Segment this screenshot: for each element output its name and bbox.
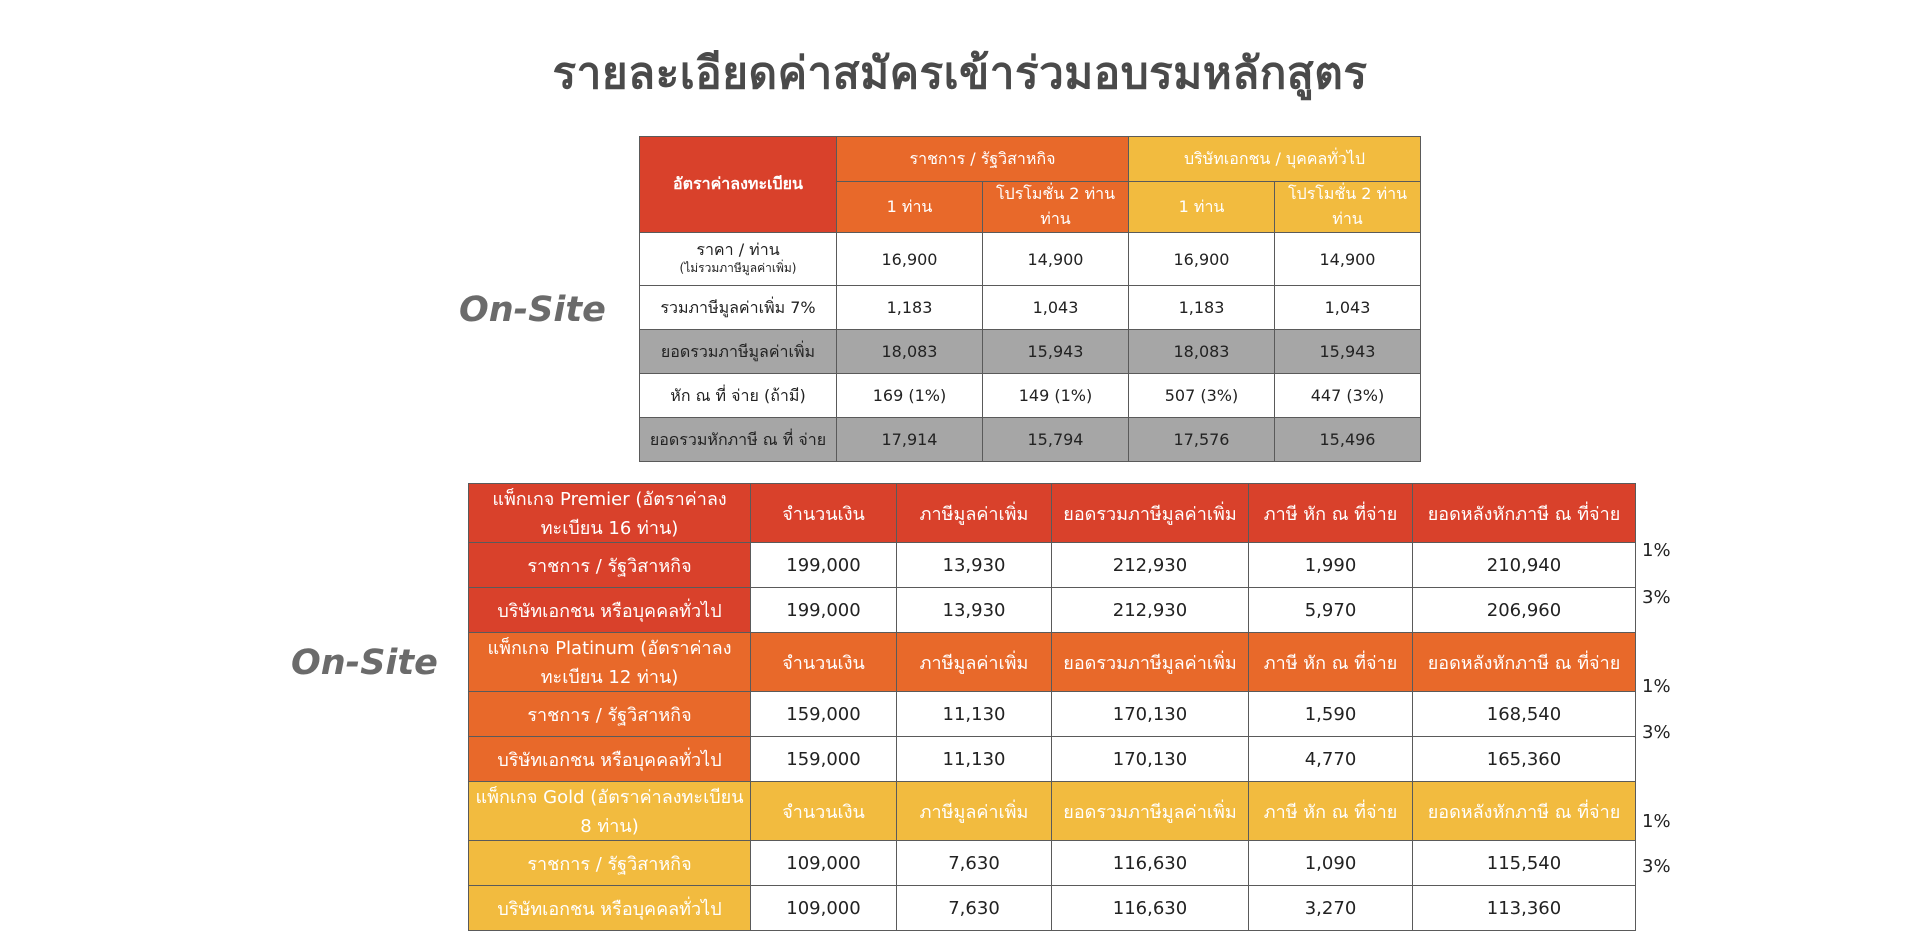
tax-percent-note: 1% (1642, 540, 1671, 561)
table-cell: 1,990 (1249, 543, 1413, 588)
table-cell: 14,900 (1275, 233, 1421, 286)
column-header: ภาษี หัก ณ ที่จ่าย (1249, 782, 1413, 841)
table-cell: 7,630 (897, 841, 1052, 886)
table-cell: 210,940 (1413, 543, 1636, 588)
column-header: จำนวนเงิน (751, 633, 897, 692)
tax-percent-note: 1% (1642, 676, 1671, 697)
table-cell: 149 (1%) (983, 374, 1129, 418)
table-cell: 1,043 (983, 286, 1129, 330)
row-label (640, 233, 837, 286)
table-cell: 5,970 (1249, 588, 1413, 633)
column-header: ยอดรวมภาษีมูลค่าเพิ่ม (1052, 782, 1249, 841)
row-label-line2: (ไม่รวมภาษีมูลค่าเพิ่ม) (679, 261, 797, 275)
table-cell: 507 (3%) (1129, 374, 1275, 418)
table-cell: 116,630 (1052, 841, 1249, 886)
group-header-private: บริษัทเอกชน / บุคคลทั่วไป (1129, 137, 1421, 182)
row-label: ยอดรวมหักภาษี ณ ที่ จ่าย (640, 418, 837, 462)
table-cell: 16,900 (1129, 233, 1275, 286)
row-label: บริษัทเอกชน หรือบุคคลทั่วไป (469, 737, 751, 782)
table-cell: 116,630 (1052, 886, 1249, 931)
package-rate-table (468, 483, 1636, 931)
tax-percent-note: 3% (1642, 722, 1671, 743)
table-cell: 1,183 (837, 286, 983, 330)
sub-header-gov-single: 1 ท่าน (837, 182, 983, 233)
tax-percent-note: 1% (1642, 811, 1671, 832)
table-cell: 4,770 (1249, 737, 1413, 782)
table-cell: 7,630 (897, 886, 1052, 931)
table-cell: 109,000 (751, 886, 897, 931)
table-cell: 159,000 (751, 692, 897, 737)
package-header-gold (469, 782, 1636, 841)
table-cell: 1,183 (1129, 286, 1275, 330)
column-header: ภาษี หัก ณ ที่จ่าย (1249, 484, 1413, 543)
onsite-label-bottom: On-Site (291, 643, 438, 683)
column-header: ยอดหลังหักภาษี ณ ที่จ่าย (1413, 782, 1636, 841)
package-header-platinum (469, 633, 1636, 692)
table-cell: 1,090 (1249, 841, 1413, 886)
table-cell: 11,130 (897, 737, 1052, 782)
row-label: ยอดรวมภาษีมูลค่าเพิ่ม (640, 330, 837, 374)
table-cell: 159,000 (751, 737, 897, 782)
package-header-premier (469, 484, 1636, 543)
rate-corner-header: อัตราค่าลงทะเบียน (640, 137, 837, 233)
column-header: ยอดรวมภาษีมูลค่าเพิ่ม (1052, 633, 1249, 692)
table-cell: 15,943 (983, 330, 1129, 374)
table-cell: 170,130 (1052, 692, 1249, 737)
column-header: ภาษี หัก ณ ที่จ่าย (1249, 633, 1413, 692)
table-cell: 199,000 (751, 543, 897, 588)
table-row (469, 692, 1636, 737)
row-label: หัก ณ ที่ จ่าย (ถ้ามี) (640, 374, 837, 418)
table-cell: 165,360 (1413, 737, 1636, 782)
table-cell: 18,083 (837, 330, 983, 374)
table-row (640, 418, 1421, 462)
table-cell: 14,900 (983, 233, 1129, 286)
table-cell: 18,083 (1129, 330, 1275, 374)
table-cell: 13,930 (897, 588, 1052, 633)
table-row (640, 286, 1421, 330)
table-cell: 11,130 (897, 692, 1052, 737)
table-cell: 109,000 (751, 841, 897, 886)
table-row (640, 374, 1421, 418)
table-cell: 16,900 (837, 233, 983, 286)
tax-percent-note: 3% (1642, 856, 1671, 877)
table-cell: 17,914 (837, 418, 983, 462)
table-row (640, 233, 1421, 286)
table-cell: 212,930 (1052, 588, 1249, 633)
row-label: บริษัทเอกชน หรือบุคคลทั่วไป (469, 588, 751, 633)
row-label-line1: ราคา / ท่าน (696, 240, 780, 259)
table-cell: 15,496 (1275, 418, 1421, 462)
table-cell: 170,130 (1052, 737, 1249, 782)
column-header: ยอดหลังหักภาษี ณ ที่จ่าย (1413, 633, 1636, 692)
column-header: ภาษีมูลค่าเพิ่ม (897, 484, 1052, 543)
table-cell: 206,960 (1413, 588, 1636, 633)
row-label: รวมภาษีมูลค่าเพิ่ม 7% (640, 286, 837, 330)
table-cell: 115,540 (1413, 841, 1636, 886)
table-cell: 169 (1%) (837, 374, 983, 418)
row-label: บริษัทเอกชน หรือบุคคลทั่วไป (469, 886, 751, 931)
table-cell: 15,943 (1275, 330, 1421, 374)
table-cell: 17,576 (1129, 418, 1275, 462)
table-row (469, 737, 1636, 782)
per-person-rate-table (639, 136, 1421, 462)
column-header: ภาษีมูลค่าเพิ่ม (897, 782, 1052, 841)
package-name: แพ็กเกจ Gold (อัตราค่าลงทะเบียน 8 ท่าน) (469, 782, 751, 841)
column-header: ยอดหลังหักภาษี ณ ที่จ่าย (1413, 484, 1636, 543)
package-name: แพ็กเกจ Platinum (อัตราค่าลงทะเบียน 12 ท่าน) (469, 633, 751, 692)
sub-header-private-single: 1 ท่าน (1129, 182, 1275, 233)
page-title: รายละเอียดค่าสมัครเข้าร่วมอบรมหลักสูตร (552, 48, 1368, 99)
table-cell: 168,540 (1413, 692, 1636, 737)
row-label: ราชการ / รัฐวิสาหกิจ (469, 841, 751, 886)
table-cell: 1,043 (1275, 286, 1421, 330)
table-cell: 447 (3%) (1275, 374, 1421, 418)
table-cell: 199,000 (751, 588, 897, 633)
column-header: ยอดรวมภาษีมูลค่าเพิ่ม (1052, 484, 1249, 543)
column-header: จำนวนเงิน (751, 782, 897, 841)
row-label: ราชการ / รัฐวิสาหกิจ (469, 692, 751, 737)
table-cell: 13,930 (897, 543, 1052, 588)
table-row (469, 543, 1636, 588)
table-row (469, 886, 1636, 931)
column-header: จำนวนเงิน (751, 484, 897, 543)
group-header-government: ราชการ / รัฐวิสาหกิจ (837, 137, 1129, 182)
sub-header-private-promo: โปรโมชั่น 2 ท่าน ท่าน (1275, 182, 1421, 233)
table-row (469, 841, 1636, 886)
table-cell: 212,930 (1052, 543, 1249, 588)
table-cell: 3,270 (1249, 886, 1413, 931)
column-header: ภาษีมูลค่าเพิ่ม (897, 633, 1052, 692)
sub-header-gov-promo: โปรโมชั่น 2 ท่าน ท่าน (983, 182, 1129, 233)
table-row (640, 330, 1421, 374)
table-cell: 15,794 (983, 418, 1129, 462)
package-name: แพ็กเกจ Premier (อัตราค่าลงทะเบียน 16 ท่าน) (469, 484, 751, 543)
table-cell: 1,590 (1249, 692, 1413, 737)
row-label: ราชการ / รัฐวิสาหกิจ (469, 543, 751, 588)
tax-percent-note: 3% (1642, 587, 1671, 608)
onsite-label-top: On-Site (459, 290, 606, 330)
table-row (469, 588, 1636, 633)
table-cell: 113,360 (1413, 886, 1636, 931)
